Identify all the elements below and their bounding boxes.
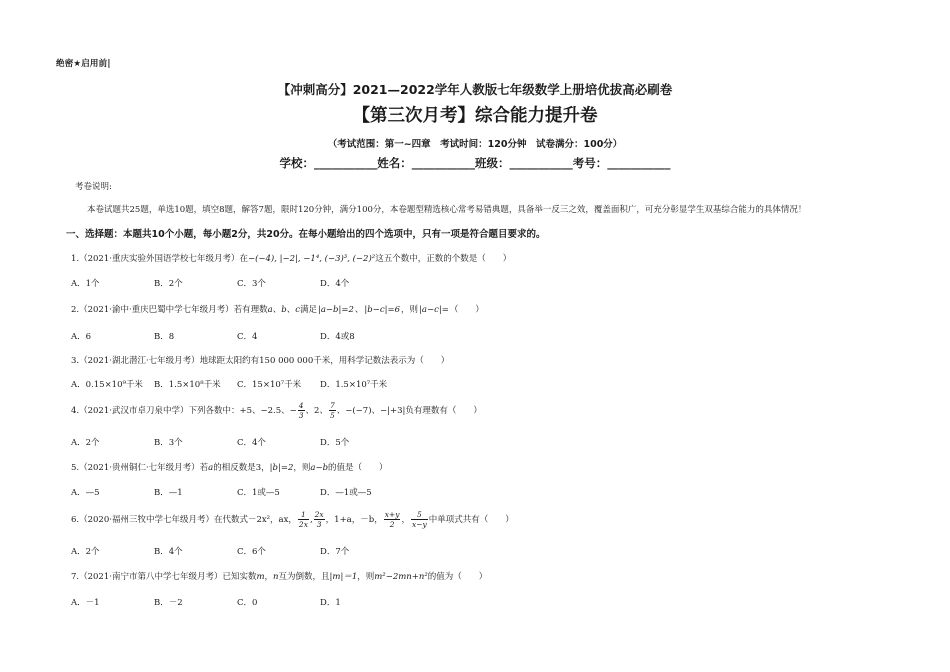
option-c[interactable]: C．15×10⁷千米 — [237, 380, 302, 390]
option-a[interactable]: A．1个 — [71, 279, 100, 289]
option-b[interactable]: B．8 — [154, 332, 175, 342]
question-6-stem: 6.（2020·福州三牧中学七年级月考）在代数式－2x²，ax， $\frac{1}{2x}$ , $\frac{2x}{3}$ ，1+a，－b， $\frac{x+y}{2}$ ， $\frac{5}{x-y}$ 中单项式共有（ ） — [71, 510, 514, 529]
question-2-options — [71, 330, 471, 342]
option-a[interactable]: A．0.15×10⁹千米 — [71, 380, 143, 390]
option-b[interactable]: B．—1 — [154, 488, 183, 498]
question-4-stem: 4.（2021·武汉市卓刀泉中学）下列各数中：+5、−2.5、− $\frac{4}{3}$ 、2、 $\frac{7}{5}$ 、−(−7)、−|+3|负有理数有（ ） — [71, 401, 482, 420]
notes-heading: 考卷说明: — [75, 182, 112, 192]
option-d[interactable]: D．1.5×10⁷千米 — [320, 380, 388, 390]
question-3-stem: 3.（2021·湖北潜江·七年级月考）地球距太阳约有150 000 000千米，用科学记数法表示为（ ） — [71, 356, 450, 366]
exam-title-line1: 【冲刺高分】2021—2022学年人教版七年级数学上册培优拔高必刷卷 — [277, 82, 673, 97]
section-title: 一、选择题：本题共10个小题，每小题2分，共20分。在每小题给出的四个选项中，只有一项是符合题目要求的。 — [66, 229, 546, 240]
fraction: $\frac{7}{5}$ — [329, 401, 335, 420]
option-c[interactable]: C．3个 — [237, 279, 266, 289]
question-5-stem: 5.（2021·贵州铜仁·七年级月考）若a的相反数是3，|b|=2，则a−b的值是（ ） — [71, 463, 388, 473]
option-c[interactable]: C．6个 — [237, 547, 266, 557]
option-d[interactable]: D．—1或—5 — [320, 488, 372, 498]
option-a[interactable]: A．2个 — [71, 547, 100, 557]
question-1-math: −(−4), |−2|, −1⁴, (−3)³, (−2)² — [247, 254, 376, 264]
option-b[interactable]: B．1.5×10⁸千米 — [154, 380, 221, 390]
option-a[interactable]: A．—5 — [71, 488, 100, 498]
fraction: $\frac{4}{3}$ — [298, 401, 304, 420]
question-1-stem: 1.（2021·重庆实验外国语学校七年级月考）在−(−4), |−2|, −1⁴, (−3)³, (−2)²这五个数中，正数的个数是（ ） — [71, 254, 512, 264]
exam-scope: （考试范围：第一~四章 考试时间：120分钟 试卷满分：100分） — [327, 139, 623, 150]
option-a[interactable]: A．2个 — [71, 438, 100, 448]
confidential-label: 绝密★启用前| — [56, 59, 111, 69]
option-d[interactable]: D．5个 — [320, 438, 350, 448]
question-2-stem: 2.（2021·渝中·重庆巴蜀中学七年级月考）若有理数a、b、c满足|a−b|=2、|b−c|=6，则|a−c|=（ ） — [71, 305, 484, 315]
option-d[interactable]: D．1 — [320, 598, 341, 608]
option-c[interactable]: C．0 — [237, 598, 258, 608]
fraction: $\frac{1}{2x}$ — [298, 510, 308, 529]
fraction: $\frac{2x}{3}$ — [314, 510, 324, 529]
option-d[interactable]: D．4个 — [320, 279, 350, 289]
option-c[interactable]: C．1或—5 — [237, 488, 280, 498]
option-a[interactable]: A．6 — [71, 332, 92, 342]
question-7-options — [71, 596, 471, 608]
option-c[interactable]: C．4个 — [237, 438, 266, 448]
student-info-line: 学校：___________姓名：___________班级：___________考号：___________ — [279, 156, 671, 170]
fraction: $\frac{5}{x-y}$ — [411, 510, 427, 529]
option-c[interactable]: C．4 — [237, 332, 258, 342]
question-1-options — [71, 277, 471, 289]
option-d[interactable]: D．7个 — [320, 547, 350, 557]
option-a[interactable]: A．－1 — [71, 598, 100, 608]
exam-title-line2: 【第三次月考】综合能力提升卷 — [352, 106, 598, 126]
question-3-options — [71, 378, 471, 390]
option-b[interactable]: B．3个 — [154, 438, 183, 448]
fraction: $\frac{x+y}{2}$ — [384, 510, 400, 529]
option-b[interactable]: B．4个 — [154, 547, 183, 557]
question-4-options — [71, 436, 471, 448]
question-5-options — [71, 486, 471, 498]
option-d[interactable]: D．4或8 — [320, 332, 355, 342]
question-6-options — [71, 545, 471, 557]
option-b[interactable]: B．－2 — [154, 598, 183, 608]
option-b[interactable]: B．2个 — [154, 279, 183, 289]
notes-body: 本卷试题共25题，单选10题，填空8题，解答7题，限时120分钟，满分100分，本卷题型精选核心常考易错典题，具备举一反三之效，覆盖面积广，可充分彰显学生双基综合能力的具体情况！ — [87, 205, 807, 215]
question-7-stem: 7.（2021·南宁市第八中学七年级月考）已知实数m，n互为倒数，且|m|＝1，则m²−2mn+n²的值为（ ） — [71, 572, 488, 582]
